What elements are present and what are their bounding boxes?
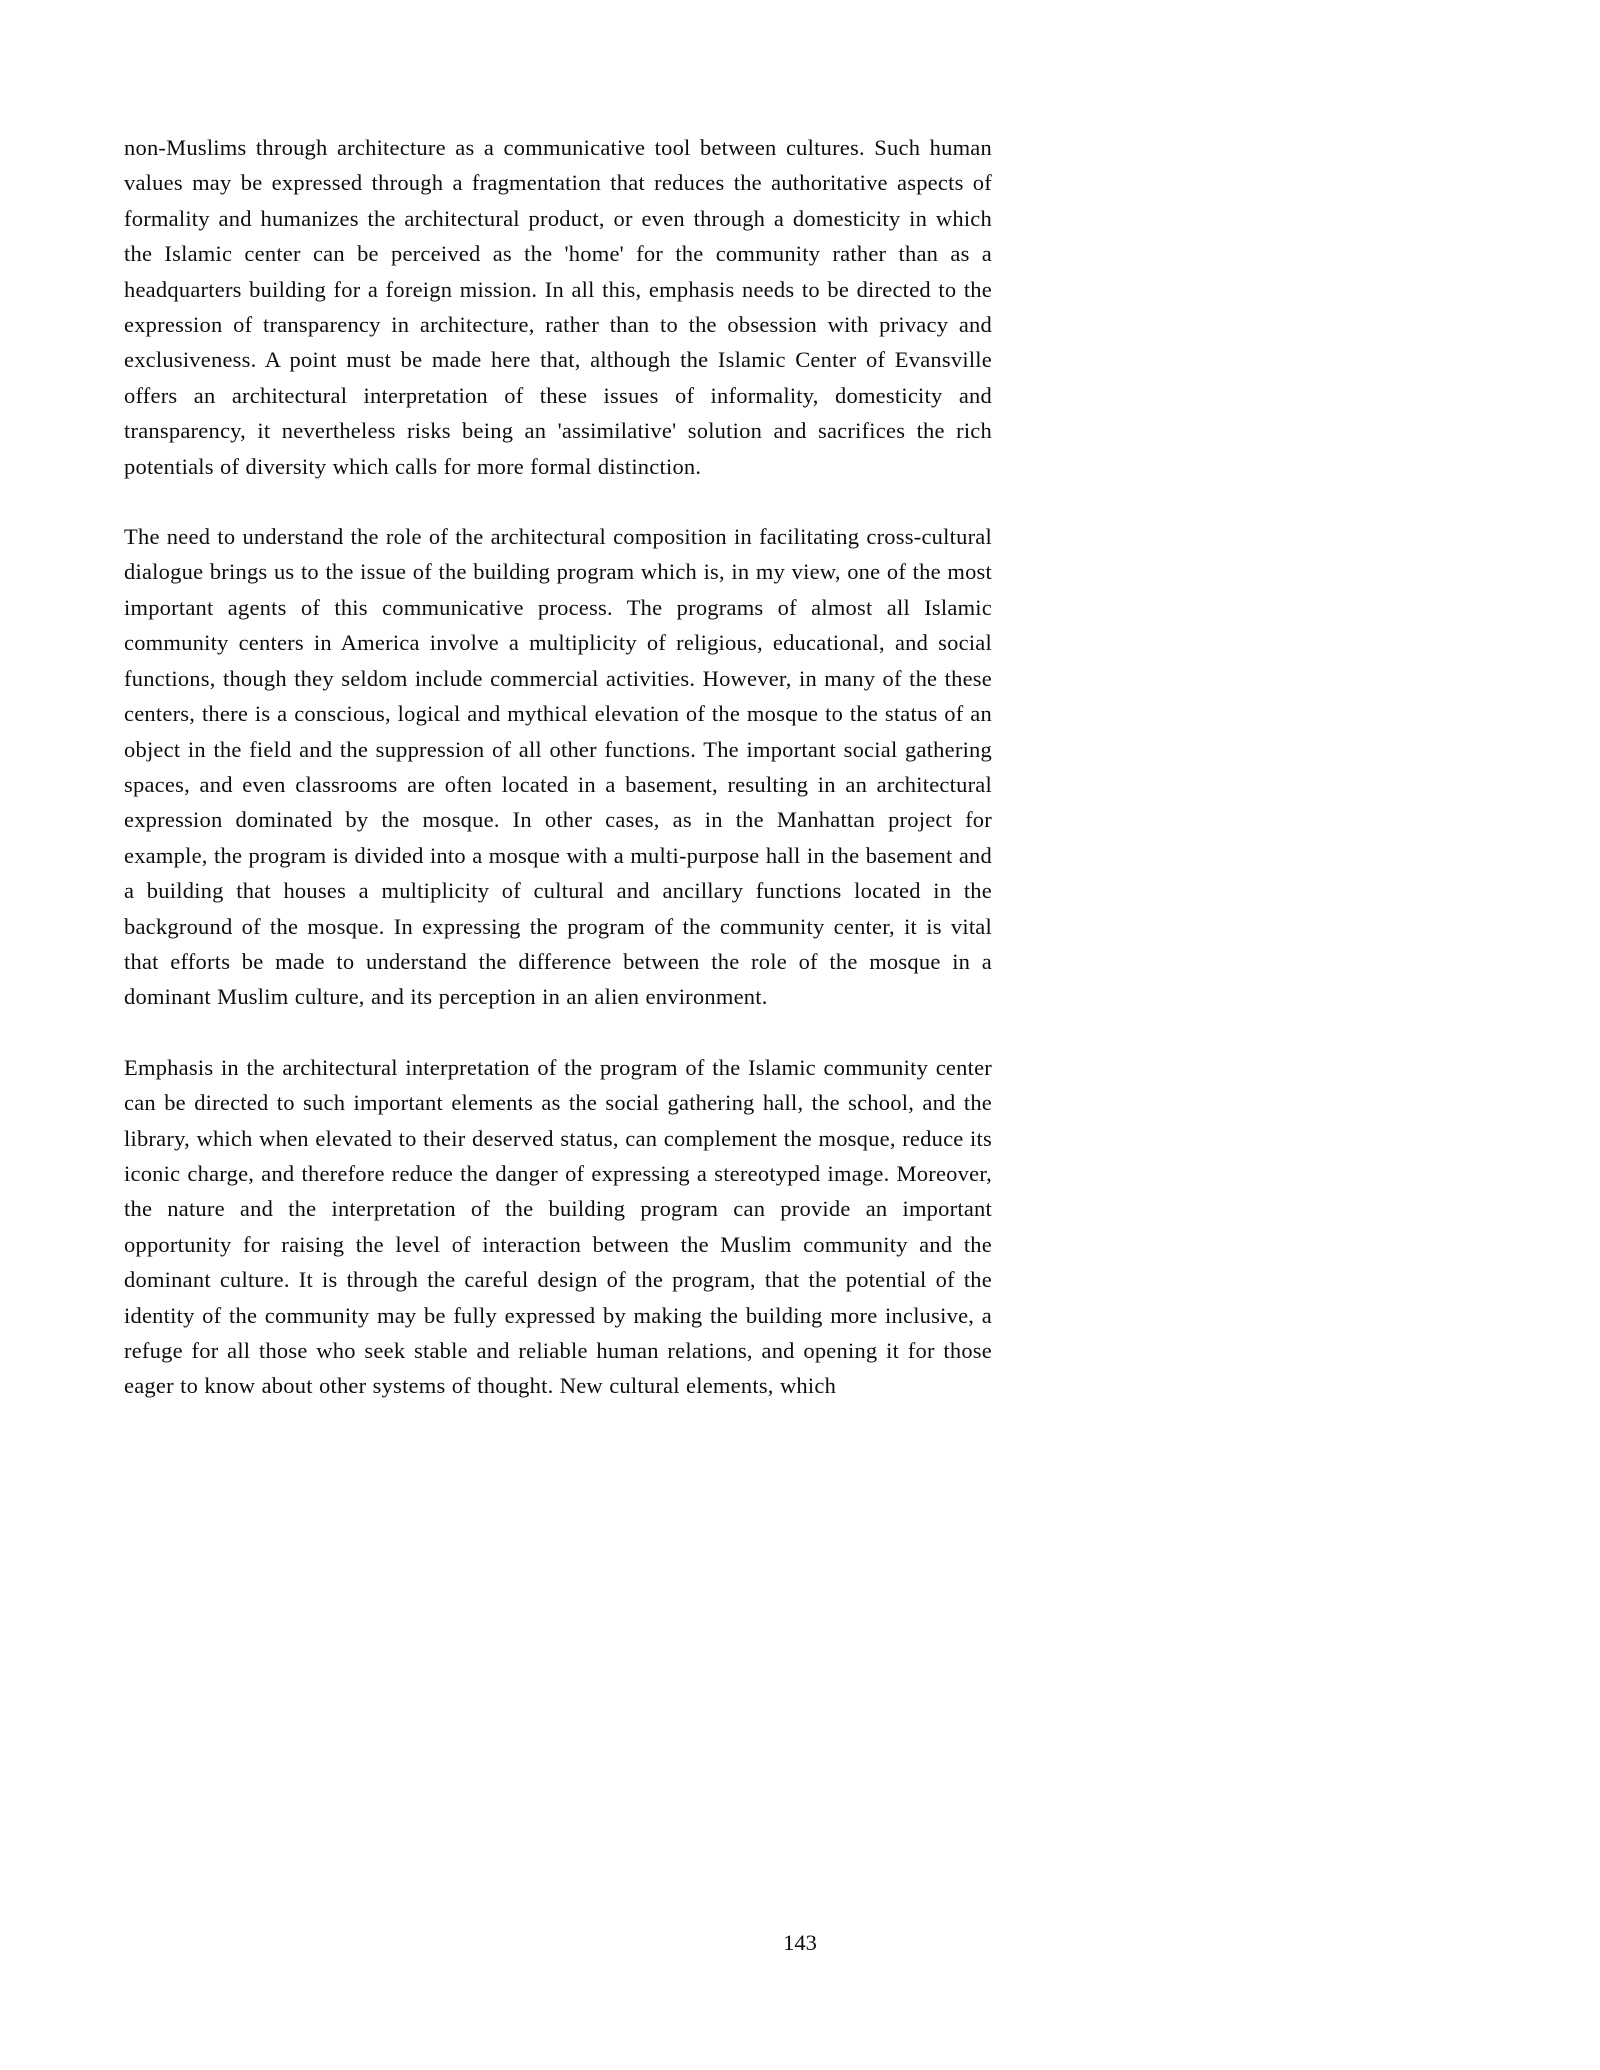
page-body-text [124, 130, 992, 1404]
page-number: 143 [783, 1930, 817, 1955]
paragraph-2: The need to understand the role of the architectural composition in facilitating cross-cultural dialogue brings us to the issue of the building program which is, in my view, one of the most important agents of this communicative process. The programs of almost all Islamic community centers in America involve a multiplicity of religious, educational, and social functions, though they seldom include commercial activities. However, in many of the these centers, there is a conscious, logical and mythical elevation of the mosque to the status of an object in the field and the suppression of all other functions. The important social gathering spaces, and even classrooms are often located in a basement, resulting in an architectural expression dominated by the mosque. In other cases, as in the Manhattan project for example, the program is divided into a mosque with a multi-purpose hall in the basement and a building that houses a multiplicity of cultural and ancillary functions located in the background of the mosque. In expressing the program of the community center, it is vital that efforts be made to understand the difference between the role of the mosque in a dominant Muslim culture, and its perception in an alien environment. [124, 524, 992, 1010]
paragraph-1: non-Muslims through architecture as a communicative tool between cultures. Such human values may be expressed through a fragmentation that reduces the authoritative aspects of formality and humanizes the architectural product, or even through a domesticity in which the Islamic center can be perceived as the 'home' for the community rather than as a headquarters building for a foreign mission. In all this, emphasis needs to be directed to the expression of transparency in architecture, rather than to the obsession with privacy and exclusiveness. A point must be made here that, although the Islamic Center of Evansville offers an architectural interpretation of these issues of informality, domesticity and transparency, it nevertheless risks being an 'assimilative' solution and sacrifices the rich potentials of diversity which calls for more formal distinction. [124, 135, 992, 479]
paragraph-3: Emphasis in the architectural interpretation of the program of the Islamic community center can be directed to such important elements as the social gathering hall, the school, and the library, which when elevated to their deserved status, can complement the mosque, reduce its iconic charge, and therefore reduce the danger of expressing a stereotyped image. Moreover, the nature and the interpretation of the building program can provide an important opportunity for raising the level of interaction between the Muslim community and the dominant culture. It is through the careful design of the program, that the potential of the identity of the community may be fully expressed by making the building more inclusive, a refuge for all those who seek stable and reliable human relations, and opening it for those eager to know about other systems of thought. New cultural elements, which [124, 1054, 992, 1399]
